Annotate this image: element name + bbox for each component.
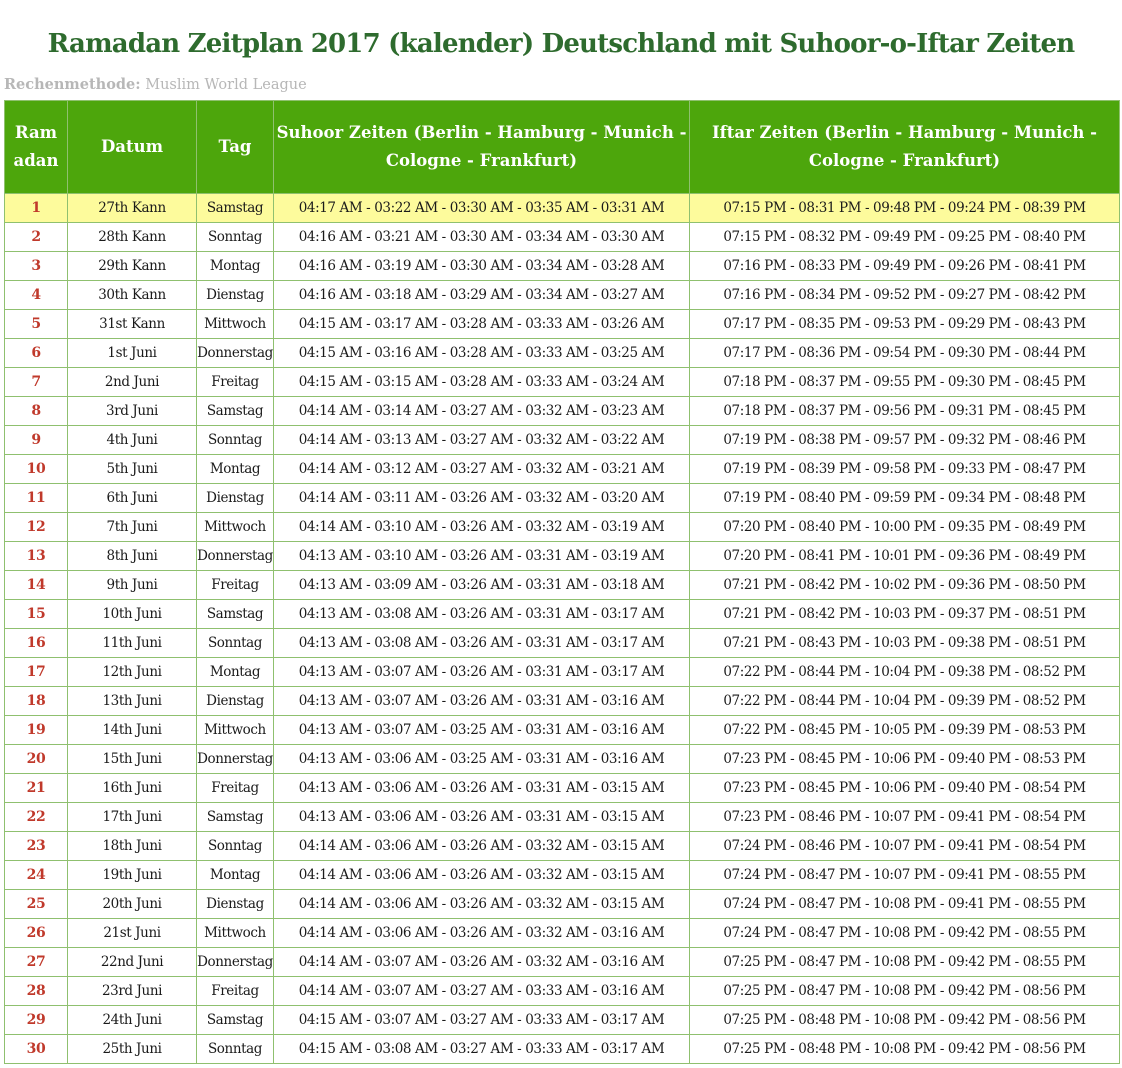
cell-iftar-times: 07:21 PM - 08:42 PM - 10:02 PM - 09:36 PM - 08:50 PM: [690, 571, 1120, 600]
table-row: [5, 368, 1120, 397]
cell-datum: 13th Juni: [68, 687, 197, 716]
cell-tag: Freitag: [197, 368, 274, 397]
cell-tag: Donnerstag: [197, 948, 274, 977]
cell-iftar-times: 07:22 PM - 08:45 PM - 10:05 PM - 09:39 PM - 08:53 PM: [690, 716, 1120, 745]
cell-ramadan-day: 5: [5, 310, 68, 339]
cell-datum: 20th Juni: [68, 890, 197, 919]
cell-iftar-times: 07:25 PM - 08:48 PM - 10:08 PM - 09:42 PM - 08:56 PM: [690, 1006, 1120, 1035]
table-row: [5, 629, 1120, 658]
header-ramadan: Ram adan: [5, 101, 68, 194]
table-row: [5, 571, 1120, 600]
cell-ramadan-day: 16: [5, 629, 68, 658]
cell-ramadan-day: 20: [5, 745, 68, 774]
cell-datum: 28th Kann: [68, 223, 197, 252]
cell-suhoor-times: 04:14 AM - 03:12 AM - 03:27 AM - 03:32 AM - 03:21 AM: [274, 455, 690, 484]
page-title: Ramadan Zeitplan 2017 (kalender) Deutschland mit Suhoor-o-Iftar Zeiten: [47, 29, 1075, 60]
table-row: [5, 600, 1120, 629]
cell-ramadan-day: 30: [5, 1035, 68, 1064]
cell-suhoor-times: 04:16 AM - 03:19 AM - 03:30 AM - 03:34 AM - 03:28 AM: [274, 252, 690, 281]
cell-iftar-times: 07:16 PM - 08:34 PM - 09:52 PM - 09:27 PM - 08:42 PM: [690, 281, 1120, 310]
cell-suhoor-times: 04:14 AM - 03:06 AM - 03:26 AM - 03:32 AM - 03:15 AM: [274, 890, 690, 919]
cell-tag: Dienstag: [197, 484, 274, 513]
cell-tag: Freitag: [197, 977, 274, 1006]
table-row: [5, 745, 1120, 774]
cell-suhoor-times: 04:15 AM - 03:15 AM - 03:28 AM - 03:33 AM - 03:24 AM: [274, 368, 690, 397]
cell-datum: 3rd Juni: [68, 397, 197, 426]
cell-tag: Samstag: [197, 194, 274, 223]
cell-datum: 11th Juni: [68, 629, 197, 658]
cell-suhoor-times: 04:13 AM - 03:07 AM - 03:26 AM - 03:31 AM - 03:16 AM: [274, 687, 690, 716]
cell-iftar-times: 07:19 PM - 08:38 PM - 09:57 PM - 09:32 PM - 08:46 PM: [690, 426, 1120, 455]
cell-iftar-times: 07:21 PM - 08:43 PM - 10:03 PM - 09:38 PM - 08:51 PM: [690, 629, 1120, 658]
cell-tag: Samstag: [197, 1006, 274, 1035]
table-row: [5, 513, 1120, 542]
cell-ramadan-day: 12: [5, 513, 68, 542]
cell-ramadan-day: 7: [5, 368, 68, 397]
cell-datum: 4th Juni: [68, 426, 197, 455]
cell-ramadan-day: 23: [5, 832, 68, 861]
cell-datum: 2nd Juni: [68, 368, 197, 397]
cell-datum: 22nd Juni: [68, 948, 197, 977]
cell-iftar-times: 07:25 PM - 08:48 PM - 10:08 PM - 09:42 PM - 08:56 PM: [690, 1035, 1120, 1064]
cell-tag: Dienstag: [197, 890, 274, 919]
cell-suhoor-times: 04:13 AM - 03:08 AM - 03:26 AM - 03:31 AM - 03:17 AM: [274, 600, 690, 629]
table-row: [5, 194, 1120, 223]
cell-ramadan-day: 3: [5, 252, 68, 281]
table-row: [5, 977, 1120, 1006]
cell-suhoor-times: 04:14 AM - 03:07 AM - 03:26 AM - 03:32 AM - 03:16 AM: [274, 948, 690, 977]
cell-ramadan-day: 8: [5, 397, 68, 426]
table-row: [5, 658, 1120, 687]
table-row: [5, 774, 1120, 803]
cell-suhoor-times: 04:15 AM - 03:16 AM - 03:28 AM - 03:33 AM - 03:25 AM: [274, 339, 690, 368]
cell-ramadan-day: 28: [5, 977, 68, 1006]
cell-iftar-times: 07:25 PM - 08:47 PM - 10:08 PM - 09:42 PM - 08:56 PM: [690, 977, 1120, 1006]
cell-suhoor-times: 04:13 AM - 03:10 AM - 03:26 AM - 03:31 AM - 03:19 AM: [274, 542, 690, 571]
table-row: [5, 803, 1120, 832]
cell-datum: 6th Juni: [68, 484, 197, 513]
table-row: [5, 890, 1120, 919]
cell-tag: Montag: [197, 861, 274, 890]
cell-datum: 16th Juni: [68, 774, 197, 803]
cell-ramadan-day: 10: [5, 455, 68, 484]
table-row: [5, 832, 1120, 861]
cell-suhoor-times: 04:15 AM - 03:17 AM - 03:28 AM - 03:33 AM - 03:26 AM: [274, 310, 690, 339]
cell-suhoor-times: 04:16 AM - 03:21 AM - 03:30 AM - 03:34 AM - 03:30 AM: [274, 223, 690, 252]
cell-iftar-times: 07:18 PM - 08:37 PM - 09:56 PM - 09:31 PM - 08:45 PM: [690, 397, 1120, 426]
table-row: [5, 397, 1120, 426]
table-row: [5, 252, 1120, 281]
cell-datum: 1st Juni: [68, 339, 197, 368]
cell-ramadan-day: 22: [5, 803, 68, 832]
table-row: [5, 281, 1120, 310]
cell-iftar-times: 07:19 PM - 08:39 PM - 09:58 PM - 09:33 PM - 08:47 PM: [690, 455, 1120, 484]
cell-datum: 8th Juni: [68, 542, 197, 571]
cell-iftar-times: 07:24 PM - 08:47 PM - 10:07 PM - 09:41 PM - 08:55 PM: [690, 861, 1120, 890]
cell-iftar-times: 07:19 PM - 08:40 PM - 09:59 PM - 09:34 PM - 08:48 PM: [690, 484, 1120, 513]
cell-ramadan-day: 11: [5, 484, 68, 513]
header-datum: Datum: [68, 101, 197, 194]
cell-iftar-times: 07:23 PM - 08:45 PM - 10:06 PM - 09:40 PM - 08:54 PM: [690, 774, 1120, 803]
header-suhoor: Suhoor Zeiten (Berlin - Hamburg - Munich - Cologne - Frankfurt): [274, 101, 690, 194]
cell-tag: Samstag: [197, 803, 274, 832]
cell-datum: 9th Juni: [68, 571, 197, 600]
cell-datum: 29th Kann: [68, 252, 197, 281]
cell-suhoor-times: 04:15 AM - 03:07 AM - 03:27 AM - 03:33 AM - 03:17 AM: [274, 1006, 690, 1035]
cell-tag: Dienstag: [197, 687, 274, 716]
cell-tag: Sonntag: [197, 629, 274, 658]
cell-iftar-times: 07:24 PM - 08:46 PM - 10:07 PM - 09:41 PM - 08:54 PM: [690, 832, 1120, 861]
cell-ramadan-day: 29: [5, 1006, 68, 1035]
cell-ramadan-day: 1: [5, 194, 68, 223]
cell-iftar-times: 07:24 PM - 08:47 PM - 10:08 PM - 09:41 PM - 08:55 PM: [690, 890, 1120, 919]
cell-tag: Donnerstag: [197, 339, 274, 368]
calculation-method: [4, 76, 307, 93]
table-header-row: [5, 101, 1120, 194]
cell-suhoor-times: 04:14 AM - 03:07 AM - 03:27 AM - 03:33 AM - 03:16 AM: [274, 977, 690, 1006]
cell-ramadan-day: 24: [5, 861, 68, 890]
cell-datum: 21st Juni: [68, 919, 197, 948]
cell-tag: Donnerstag: [197, 542, 274, 571]
cell-datum: 27th Kann: [68, 194, 197, 223]
table-row: [5, 919, 1120, 948]
cell-iftar-times: 07:20 PM - 08:41 PM - 10:01 PM - 09:36 PM - 08:49 PM: [690, 542, 1120, 571]
header-iftar: Iftar Zeiten (Berlin - Hamburg - Munich - Cologne - Frankfurt): [690, 101, 1120, 194]
cell-iftar-times: 07:16 PM - 08:33 PM - 09:49 PM - 09:26 PM - 08:41 PM: [690, 252, 1120, 281]
table-row: [5, 426, 1120, 455]
table-row: [5, 1035, 1120, 1064]
cell-ramadan-day: 13: [5, 542, 68, 571]
cell-iftar-times: 07:23 PM - 08:46 PM - 10:07 PM - 09:41 PM - 08:54 PM: [690, 803, 1120, 832]
cell-datum: 23rd Juni: [68, 977, 197, 1006]
cell-iftar-times: 07:20 PM - 08:40 PM - 10:00 PM - 09:35 PM - 08:49 PM: [690, 513, 1120, 542]
cell-datum: 10th Juni: [68, 600, 197, 629]
cell-ramadan-day: 18: [5, 687, 68, 716]
cell-suhoor-times: 04:14 AM - 03:10 AM - 03:26 AM - 03:32 AM - 03:19 AM: [274, 513, 690, 542]
cell-tag: Samstag: [197, 600, 274, 629]
cell-ramadan-day: 15: [5, 600, 68, 629]
cell-datum: 25th Juni: [68, 1035, 197, 1064]
cell-tag: Mittwoch: [197, 513, 274, 542]
cell-suhoor-times: 04:13 AM - 03:07 AM - 03:25 AM - 03:31 AM - 03:16 AM: [274, 716, 690, 745]
cell-suhoor-times: 04:14 AM - 03:14 AM - 03:27 AM - 03:32 AM - 03:23 AM: [274, 397, 690, 426]
table-row: [5, 716, 1120, 745]
cell-datum: 7th Juni: [68, 513, 197, 542]
cell-tag: Montag: [197, 252, 274, 281]
cell-tag: Freitag: [197, 571, 274, 600]
cell-datum: 19th Juni: [68, 861, 197, 890]
cell-iftar-times: 07:23 PM - 08:45 PM - 10:06 PM - 09:40 PM - 08:53 PM: [690, 745, 1120, 774]
table-row: [5, 1006, 1120, 1035]
table-row: [5, 455, 1120, 484]
cell-tag: Sonntag: [197, 223, 274, 252]
cell-datum: 12th Juni: [68, 658, 197, 687]
cell-ramadan-day: 9: [5, 426, 68, 455]
table-row: [5, 861, 1120, 890]
cell-tag: Mittwoch: [197, 919, 274, 948]
calculation-method-value: Muslim World League: [145, 77, 307, 93]
table-row: [5, 948, 1120, 977]
cell-ramadan-day: 25: [5, 890, 68, 919]
cell-suhoor-times: 04:13 AM - 03:06 AM - 03:26 AM - 03:31 AM - 03:15 AM: [274, 774, 690, 803]
ramadan-schedule-table: [4, 100, 1120, 1064]
cell-iftar-times: 07:17 PM - 08:36 PM - 09:54 PM - 09:30 PM - 08:44 PM: [690, 339, 1120, 368]
cell-tag: Mittwoch: [197, 310, 274, 339]
cell-suhoor-times: 04:13 AM - 03:09 AM - 03:26 AM - 03:31 AM - 03:18 AM: [274, 571, 690, 600]
cell-datum: 5th Juni: [68, 455, 197, 484]
cell-datum: 14th Juni: [68, 716, 197, 745]
table-row: [5, 687, 1120, 716]
cell-tag: Montag: [197, 455, 274, 484]
cell-iftar-times: 07:25 PM - 08:47 PM - 10:08 PM - 09:42 PM - 08:55 PM: [690, 948, 1120, 977]
cell-tag: Donnerstag: [197, 745, 274, 774]
calculation-method-label: Rechenmethode:: [4, 76, 141, 93]
cell-tag: Montag: [197, 658, 274, 687]
cell-suhoor-times: 04:13 AM - 03:07 AM - 03:26 AM - 03:31 AM - 03:17 AM: [274, 658, 690, 687]
cell-suhoor-times: 04:14 AM - 03:06 AM - 03:26 AM - 03:32 AM - 03:16 AM: [274, 919, 690, 948]
cell-suhoor-times: 04:14 AM - 03:06 AM - 03:26 AM - 03:32 AM - 03:15 AM: [274, 832, 690, 861]
cell-datum: 18th Juni: [68, 832, 197, 861]
cell-suhoor-times: 04:15 AM - 03:08 AM - 03:27 AM - 03:33 AM - 03:17 AM: [274, 1035, 690, 1064]
cell-iftar-times: 07:15 PM - 08:31 PM - 09:48 PM - 09:24 PM - 08:39 PM: [690, 194, 1120, 223]
table-row: [5, 339, 1120, 368]
cell-iftar-times: 07:22 PM - 08:44 PM - 10:04 PM - 09:39 PM - 08:52 PM: [690, 687, 1120, 716]
cell-ramadan-day: 17: [5, 658, 68, 687]
table-row: [5, 542, 1120, 571]
cell-suhoor-times: 04:17 AM - 03:22 AM - 03:30 AM - 03:35 AM - 03:31 AM: [274, 194, 690, 223]
cell-suhoor-times: 04:14 AM - 03:06 AM - 03:26 AM - 03:32 AM - 03:15 AM: [274, 861, 690, 890]
cell-suhoor-times: 04:13 AM - 03:06 AM - 03:25 AM - 03:31 AM - 03:16 AM: [274, 745, 690, 774]
cell-tag: Mittwoch: [197, 716, 274, 745]
cell-tag: Sonntag: [197, 426, 274, 455]
cell-tag: Sonntag: [197, 1035, 274, 1064]
cell-iftar-times: 07:18 PM - 08:37 PM - 09:55 PM - 09:30 PM - 08:45 PM: [690, 368, 1120, 397]
cell-iftar-times: 07:15 PM - 08:32 PM - 09:49 PM - 09:25 PM - 08:40 PM: [690, 223, 1120, 252]
cell-ramadan-day: 27: [5, 948, 68, 977]
cell-suhoor-times: 04:16 AM - 03:18 AM - 03:29 AM - 03:34 AM - 03:27 AM: [274, 281, 690, 310]
cell-suhoor-times: 04:13 AM - 03:06 AM - 03:26 AM - 03:31 AM - 03:15 AM: [274, 803, 690, 832]
header-tag: Tag: [197, 101, 274, 194]
cell-ramadan-day: 14: [5, 571, 68, 600]
cell-datum: 24th Juni: [68, 1006, 197, 1035]
cell-ramadan-day: 4: [5, 281, 68, 310]
table-row: [5, 310, 1120, 339]
cell-ramadan-day: 19: [5, 716, 68, 745]
cell-iftar-times: 07:21 PM - 08:42 PM - 10:03 PM - 09:37 PM - 08:51 PM: [690, 600, 1120, 629]
cell-ramadan-day: 2: [5, 223, 68, 252]
cell-iftar-times: 07:17 PM - 08:35 PM - 09:53 PM - 09:29 PM - 08:43 PM: [690, 310, 1120, 339]
table-body: [5, 194, 1120, 1064]
cell-suhoor-times: 04:14 AM - 03:11 AM - 03:26 AM - 03:32 AM - 03:20 AM: [274, 484, 690, 513]
cell-suhoor-times: 04:13 AM - 03:08 AM - 03:26 AM - 03:31 AM - 03:17 AM: [274, 629, 690, 658]
cell-tag: Samstag: [197, 397, 274, 426]
cell-tag: Sonntag: [197, 832, 274, 861]
cell-suhoor-times: 04:14 AM - 03:13 AM - 03:27 AM - 03:32 AM - 03:22 AM: [274, 426, 690, 455]
cell-datum: 30th Kann: [68, 281, 197, 310]
cell-datum: 31st Kann: [68, 310, 197, 339]
cell-ramadan-day: 6: [5, 339, 68, 368]
cell-tag: Freitag: [197, 774, 274, 803]
table-row: [5, 484, 1120, 513]
cell-ramadan-day: 21: [5, 774, 68, 803]
cell-datum: 17th Juni: [68, 803, 197, 832]
cell-ramadan-day: 26: [5, 919, 68, 948]
cell-iftar-times: 07:24 PM - 08:47 PM - 10:08 PM - 09:42 PM - 08:55 PM: [690, 919, 1120, 948]
cell-datum: 15th Juni: [68, 745, 197, 774]
cell-tag: Dienstag: [197, 281, 274, 310]
cell-iftar-times: 07:22 PM - 08:44 PM - 10:04 PM - 09:38 PM - 08:52 PM: [690, 658, 1120, 687]
table-row: [5, 223, 1120, 252]
